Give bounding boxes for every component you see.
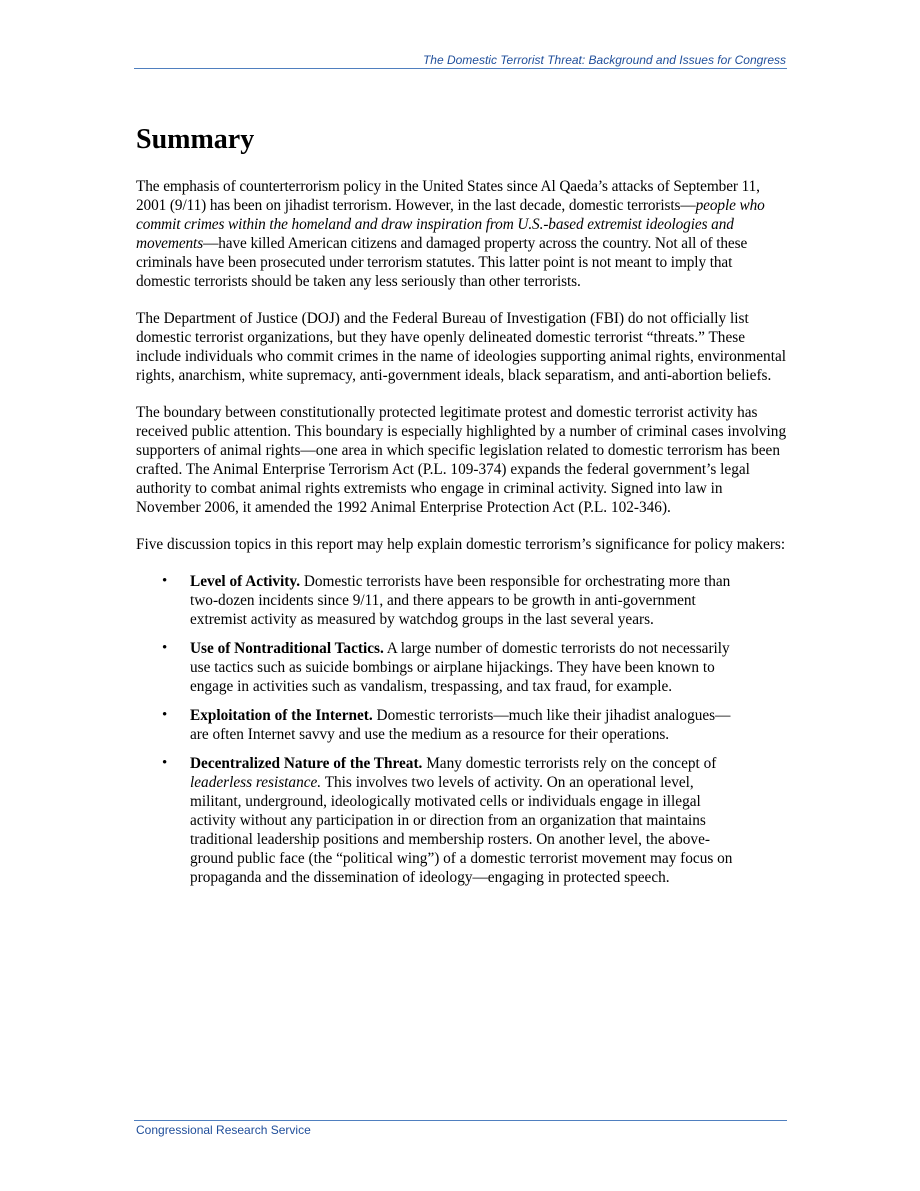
list-item <box>162 639 736 696</box>
list-item-heading: Use of Nontraditional Tactics. <box>190 640 384 657</box>
list-item-text: A large number of domestic terrorists do not necessarily use tactics such as suicide bombings or airplane hijackings. They have been known to engage in activities such as vandalism, trespassing, and tax fraud, for example. <box>190 640 730 695</box>
bullet-icon: • <box>162 755 168 771</box>
list-item <box>162 754 736 887</box>
bullet-icon: • <box>162 707 168 723</box>
discussion-topics-list <box>136 572 788 887</box>
list-item-text-pre: Many domestic terrorists rely on the concept of <box>422 755 717 772</box>
bullet-icon: • <box>162 640 168 656</box>
summary-body <box>136 177 788 897</box>
list-item-text: Domestic terrorists—much like their jihadist analogues—are often Internet savvy and use the medium as a resource for their operations. <box>190 707 731 743</box>
paragraph-1 <box>136 177 788 291</box>
paragraph-3: The boundary between constitutionally protected legitimate protest and domestic terrorist activity has received public attention. This boundary is especially highlighted by a number of criminal cases involving supporters of animal rights—one area in which specific legislation related to domestic terrorism has been crafted. The Animal Enterprise Terrorism Act (P.L. 109-374) expands the federal government’s legal authority to combat animal rights extremists who engage in criminal activity. Signed into law in November 2006, it amended the 1992 Animal Enterprise Protection Act (P.L. 102-346). <box>136 404 787 516</box>
paragraph-2: The Department of Justice (DOJ) and the Federal Bureau of Investigation (FBI) do not officially list domestic terrorist organizations, but they have openly delineated domestic terrorist “threats.” These include individuals who commit crimes in the name of ideologies supporting animal rights, environmental rights, anarchism, white supremacy, anti-government ideals, black separatism, and anti-abortion beliefs. <box>136 310 786 384</box>
list-item <box>162 706 736 744</box>
list-item <box>162 572 736 629</box>
list-item-text: This involves two levels of activity. On an operational level, militant, underground, ideologically motivated cells or individuals engage in illegal activity without any participation in or direction from an organization that maintains traditional leadership positions and membership rosters. On another level, the above-ground public face (the “political wing”) of a domestic terrorist movement may focus on propaganda and the dissemination of ideology—engaging in protected speech. <box>190 774 733 886</box>
list-item-heading: Exploitation of the Internet. <box>190 707 373 724</box>
running-header-title: The Domestic Terrorist Threat: Background and Issues for Congress <box>422 53 786 67</box>
paragraph-1-text-b: —have killed American citizens and damaged property across the country. Not all of these criminals have been prosecuted under terrorism statutes. This latter point is not meant to imply that domestic terrorists should be taken any less seriously than other terrorists. <box>136 235 748 290</box>
paragraph-1-text-a: The emphasis of counterterrorism policy in the United States since Al Qaeda’s attacks of September 11, 2001 (9/11) has been on jihadist terrorism. However, in the last decade, domestic terrorists— <box>136 178 760 214</box>
paragraph-4: Five discussion topics in this report may help explain domestic terrorism’s significance for policy makers: <box>136 536 786 553</box>
footer-publisher: Congressional Research Service <box>136 1123 311 1137</box>
list-item-heading: Decentralized Nature of the Threat. <box>190 755 423 772</box>
page-title: Summary <box>136 124 255 155</box>
list-item-emphasis: leaderless resistance. <box>190 774 322 791</box>
footer-divider <box>134 1120 787 1121</box>
header-divider <box>134 68 787 69</box>
list-item-heading: Level of Activity. <box>190 573 301 590</box>
list-item-text: Domestic terrorists have been responsible for orchestrating more than two-dozen incidents since 9/11, and there appears to be growth in anti-government extremist activity as measured by watchdog groups in the last several years. <box>190 573 731 628</box>
bullet-icon: • <box>162 573 168 589</box>
paragraph-1-emphasis: people who commit crimes within the homeland and draw inspiration from U.S.-based extremist ideologies and movements <box>136 197 765 252</box>
